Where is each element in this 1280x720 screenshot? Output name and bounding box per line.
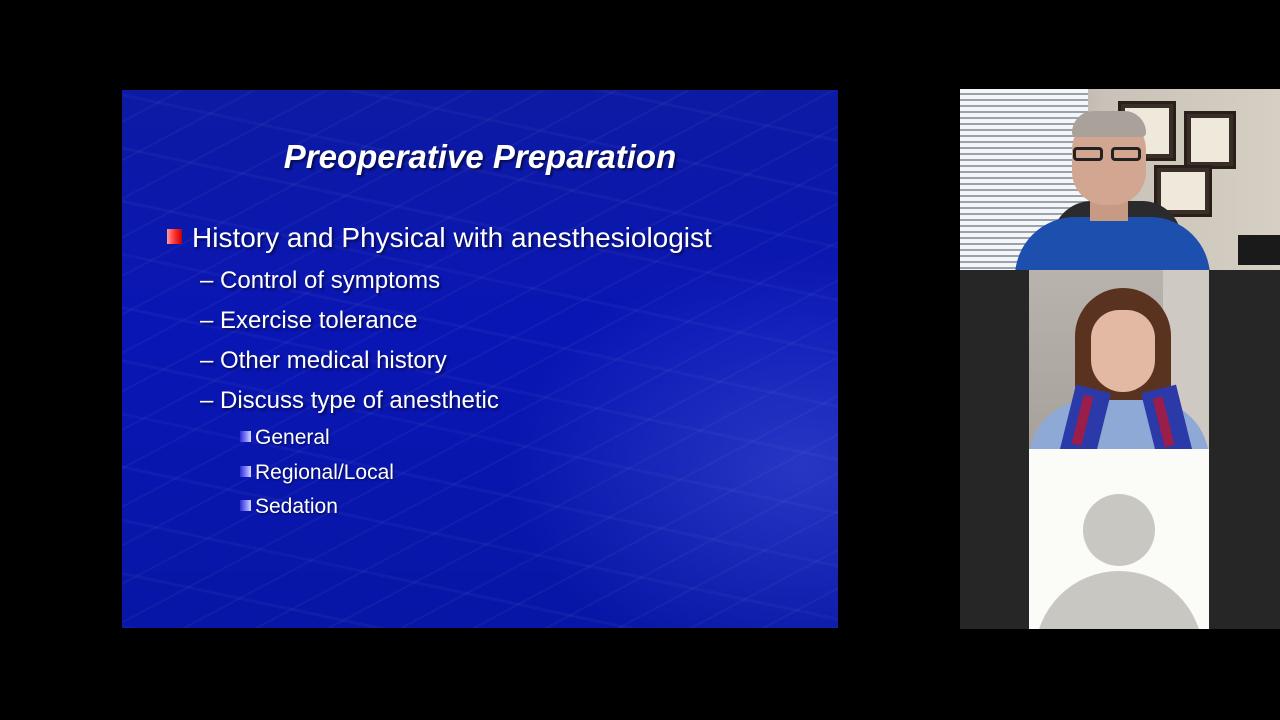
slide-sub-sub-item-text: Sedation bbox=[255, 495, 338, 518]
slide-sub-sub-item bbox=[240, 426, 330, 450]
gallery-background bbox=[1209, 270, 1280, 629]
slide-sub-sub-item-text: General bbox=[255, 426, 330, 449]
slide-bullet-main bbox=[167, 222, 712, 254]
gallery-background bbox=[960, 270, 1029, 629]
slide-sub-sub-item-text: Regional/Local bbox=[255, 461, 394, 484]
slide-sub-item: – Exercise tolerance bbox=[200, 307, 418, 334]
participant-video-tile-2[interactable] bbox=[1029, 270, 1209, 449]
slide-sub-sub-item bbox=[240, 495, 338, 519]
participant-video-tile-1[interactable] bbox=[960, 89, 1280, 270]
blue-square-bullet-icon bbox=[240, 466, 251, 477]
default-avatar-body bbox=[1035, 571, 1203, 629]
slide-title: Preoperative Preparation bbox=[283, 138, 677, 175]
wall-frame bbox=[1184, 111, 1236, 169]
slide-sub-item: – Other medical history bbox=[200, 347, 447, 374]
slide-sub-sub-item bbox=[240, 461, 394, 485]
slide-sub-item: – Control of symptoms bbox=[200, 267, 441, 294]
red-square-bullet-icon bbox=[167, 229, 182, 244]
participant-video-tile-3[interactable] bbox=[1029, 449, 1209, 629]
shared-screen-slide bbox=[122, 90, 838, 628]
blue-square-bullet-icon bbox=[240, 431, 251, 442]
default-avatar-icon bbox=[1083, 494, 1155, 566]
glasses-icon bbox=[1071, 147, 1145, 163]
slide-bullet-main-text: History and Physical with anesthesiologist bbox=[192, 222, 712, 253]
printer bbox=[1238, 235, 1280, 265]
person-shirt bbox=[1015, 217, 1210, 270]
person-face bbox=[1091, 310, 1155, 392]
blue-square-bullet-icon bbox=[240, 500, 251, 511]
slide-sub-item: – Discuss type of anesthetic bbox=[200, 387, 499, 414]
